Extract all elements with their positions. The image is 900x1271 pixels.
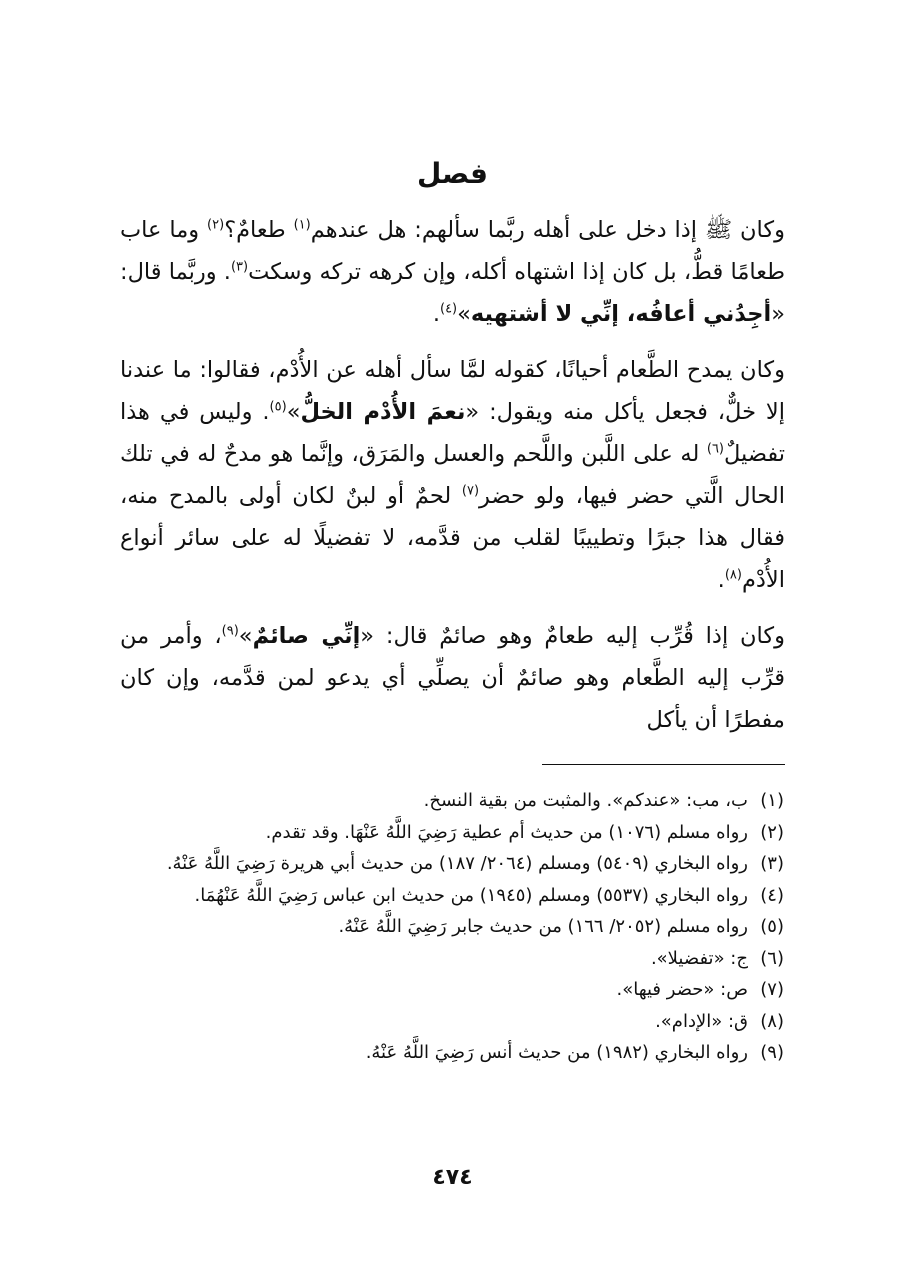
footnote-text: رواه البخاري (٥٥٣٧) ومسلم (١٩٤٥) من حديث ابن عباس رَضِيَ اللَّهُ عَنْهُمَا. — [194, 884, 748, 906]
text-run: . — [717, 567, 725, 593]
paragraph — [120, 349, 785, 601]
footnote-ref: (٦) — [706, 441, 724, 457]
footnote — [120, 848, 785, 880]
footnote-ref: (٢) — [207, 217, 225, 233]
footnote-number: (٥) — [760, 916, 784, 937]
book-page — [120, 145, 785, 1245]
text-run: طعامٌ؟ — [224, 217, 294, 243]
text-run: وما عاب طعامًا قطُّ، بل كان إذا اشتهاه أكله، وإن كرهه تركه وسكت — [120, 217, 785, 285]
footnote-number: (٣) — [760, 853, 784, 874]
footnote-number: (٩) — [760, 1042, 784, 1063]
text-run: وكان ﷺ إذا دخل على أهله ربَّما سألهم: هل عندهم — [310, 217, 785, 243]
footnote-text: رواه مسلم (٢٠٥٢/ ١٦٦) من حديث جابر رَضِيَ اللَّهُ عَنْهُ. — [338, 916, 748, 937]
footnote — [120, 817, 785, 849]
footnote — [120, 911, 785, 943]
footnote-text: ص: «حضر فيها». — [616, 979, 748, 1000]
footnote-text: ب، مب: «عندكم». والمثبت من بقية النسخ. — [423, 790, 748, 811]
footnote — [120, 974, 785, 1006]
paragraph — [120, 615, 785, 741]
text-run: ، وأمر من قرِّب إليه الطَّعام وهو صائمٌ أن يصلِّي أي يدعو لمن قدَّمه، وإن كان مفطرًا أن يأكل — [120, 623, 785, 733]
text-run: » — [286, 399, 301, 425]
footnote-ref: (١) — [293, 217, 311, 233]
footnote-ref: (٣) — [230, 259, 249, 275]
hadith-quote: إنِّي صائمٌ — [252, 623, 361, 649]
footnote-ref: (٨) — [724, 567, 742, 583]
footnote-number: (١) — [760, 790, 784, 811]
hadith-quote: نعمَ الأُدْم الخلُّ — [300, 399, 466, 425]
text-run: . — [432, 301, 440, 327]
text-run: . وليس في هذا تفضيلٌ — [120, 399, 785, 467]
footnote — [120, 880, 785, 912]
footnote-text: ج: «تفضيلا». — [650, 947, 748, 969]
footnote-ref: (٧) — [461, 483, 480, 499]
hadith-quote: أجِدُني أعافُه، إنِّي لا أشتهيه — [470, 301, 772, 327]
footnote-number: (٦) — [760, 947, 784, 969]
footnote-ref: (٩) — [221, 623, 239, 639]
paragraph — [120, 209, 785, 335]
text-run: له على اللَّبن واللَّحم والعسل والمَرَق، وإنَّما هو مدحٌ له في تلك الحال الَّتي حضر فيها، ولو حضر — [120, 441, 785, 509]
text-run: » — [457, 301, 471, 327]
section-heading: فصل — [417, 157, 488, 190]
footnote — [120, 1037, 785, 1069]
footnote-text: رواه مسلم (١٠٧٦) من حديث أم عطية رَضِيَ اللَّهُ عَنْهَا. وقد تقدم. — [265, 821, 748, 843]
footnote-number: (٧) — [760, 979, 784, 1000]
footnote-number: (٢) — [760, 821, 784, 843]
main-text — [120, 209, 785, 741]
footnote-number: (٤) — [760, 884, 784, 906]
text-run: . وربَّما قال: « — [120, 259, 785, 327]
footnote-ref: (٤) — [439, 301, 458, 317]
footnote-number: (٨) — [760, 1010, 784, 1032]
text-run: وكان إذا قُرِّب إليه طعامٌ وهو صائمٌ قال: « — [360, 623, 785, 649]
footnote-text: ق: «الإدام». — [655, 1010, 748, 1032]
footnote — [120, 785, 785, 817]
footnote-text: رواه البخاري (٥٤٠٩) ومسلم (٢٠٦٤/ ١٨٧) من حديث أبي هريرة رَضِيَ اللَّهُ عَنْهُ. — [166, 853, 748, 874]
page-number: ٤٧٤ — [432, 1165, 473, 1190]
footnote-text: رواه البخاري (١٩٨٢) من حديث أنس رَضِيَ اللَّهُ عَنْهُ. — [365, 1042, 748, 1063]
text-run: لحمٌ أو لبنٌ لكان أولى بالمدح منه، فقال هذا جبرًا وتطييبًا لقلب من قدَّمه، لا تفضيلًا له على سائر أنواع الأُدْم — [120, 483, 785, 593]
text-run: » — [238, 623, 253, 649]
footnotes-list — [120, 785, 785, 1069]
footnote — [120, 1006, 785, 1038]
footnote-divider — [542, 764, 785, 765]
footnote-ref: (٥) — [269, 399, 287, 415]
footnote — [120, 943, 785, 975]
text-run: وكان يمدح الطَّعام أحيانًا، كقوله لمَّا سأل أهله عن الأُدْم، فقالوا: ما عندنا إلا خلٌّ، فجعل يأكل منه ويقول: « — [120, 357, 785, 425]
